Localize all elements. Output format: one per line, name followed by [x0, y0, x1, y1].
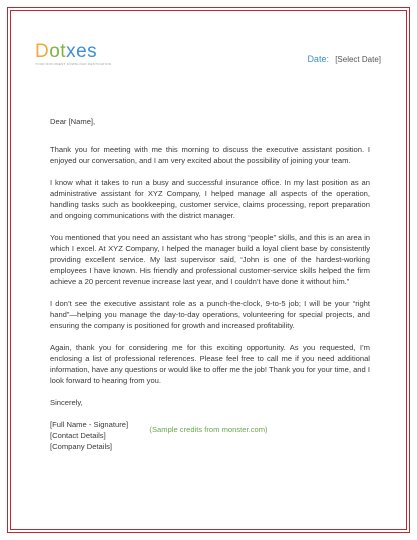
letter-body [50, 116, 370, 452]
signature-block [50, 419, 370, 452]
paragraph-1: Thank you for meeting with me this morning to discuss the executive assistant position. I enjoyed our conversation, and I am very excited about the possibility of joining your team. [50, 145, 370, 165]
paragraph-5: Again, thank you for considering me for this exciting opportunity. As you requested, I’m enclosing a list of professional references. Please feel free to call me if you need additional information, have any questions or would like to offer me the job! Thank you for your time, and I look forward to hearing from you. [50, 343, 370, 385]
date-line [307, 54, 381, 64]
paragraph-4: I don’t see the executive assistant role as a punch-the-clock, 9-to-5 job; I will be your “right hand”—helping you manage the day-to-day operations, volunteering for special projects, and ensuring the company is positioned for growth and increased profitability. [50, 299, 370, 330]
signature-full-name: [Full Name - Signature] [50, 420, 129, 429]
logo-tagline: YOUR DOCUMENT DOWNLOAD DESTINATION [35, 62, 112, 66]
signature-company-details: [Company Details] [50, 442, 113, 451]
signature-contact-details: [Contact Details] [50, 431, 106, 440]
dotxes-logo [35, 42, 115, 66]
paragraph-3: You mentioned that you need an assistant who has strong “people” skills, and this is an area in which I excel. At XYZ Company, I helped the manager build a loyal client base by consistently providing excellent service. My last supervisor said, “John is one of the hardest-working employees I have known. His friendly and professional customer-service skills helped the firm achieve a 20 percent revenue increase last year, and I couldn’t have done it without him.” [50, 233, 370, 286]
logo-wordmark: Dotxes [35, 41, 98, 62]
paragraph-2: I know what it takes to run a busy and successful insurance office. In my last position as an administrative assistant for XYZ Company, I helped manage all aspects of the operation, handling tasks such as bookkeeping, customer service, claims processing, report preparation and ongoing communications with the district manager. [50, 178, 370, 220]
sample-credits: (Sample credits from monster.com) [149, 425, 268, 434]
closing: Sincerely, [50, 398, 83, 407]
date-value[interactable]: [Select Date] [335, 55, 381, 64]
salutation: Dear [Name], [50, 117, 96, 126]
date-label: Date: [307, 54, 329, 64]
